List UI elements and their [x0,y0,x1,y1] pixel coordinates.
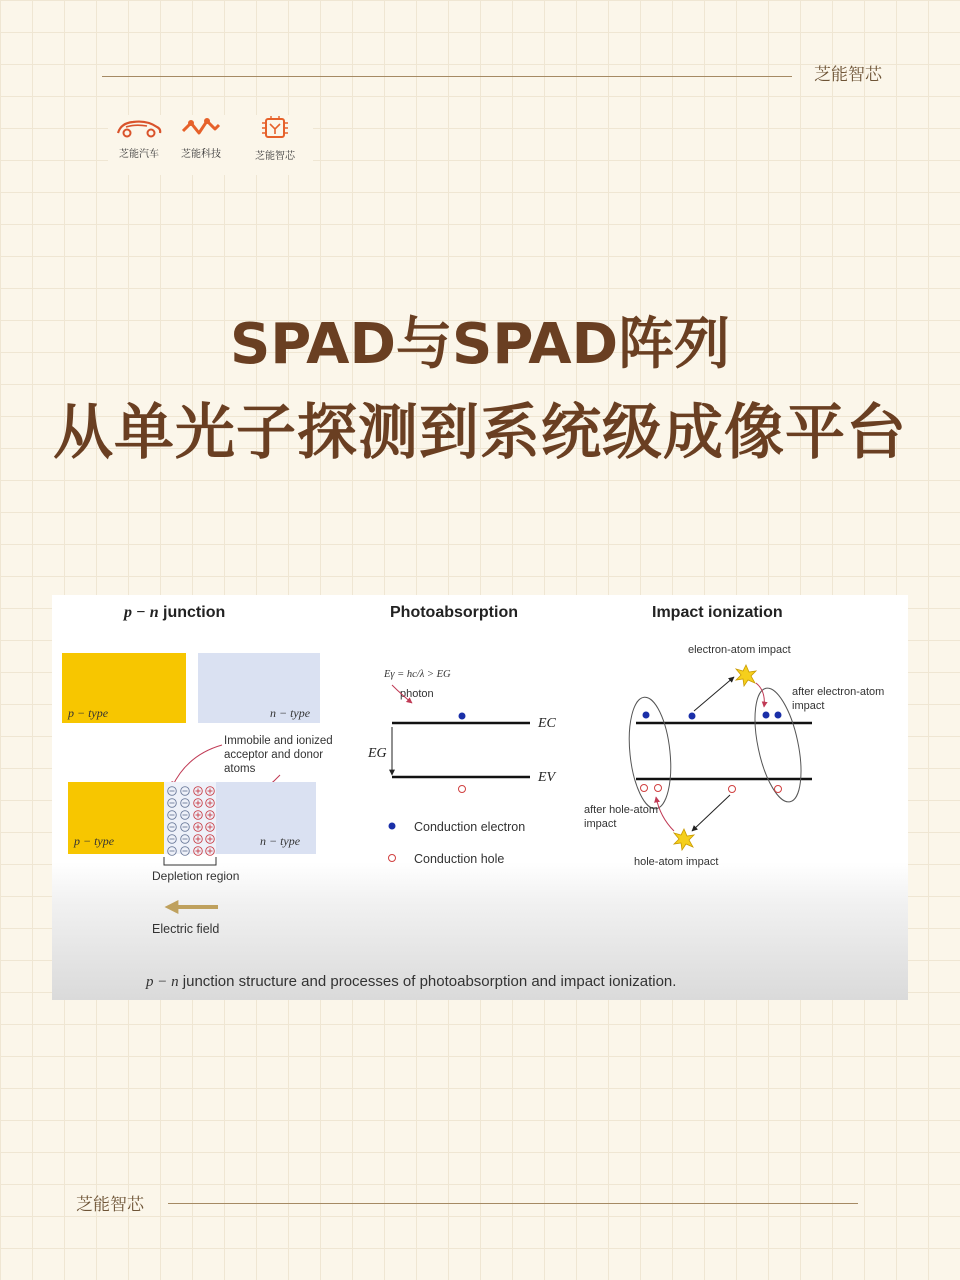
logo-tech [170,115,232,160]
header-brand: 芝能智芯 [814,65,882,85]
burst-to-electron-arrow [756,683,764,707]
logo-caption-tech: 芝能科技 [181,149,221,160]
after-electron-label-2: impact [792,700,825,712]
title-line-1: SPAD与SPAD阵列 [229,312,731,377]
ev-label: EV [538,770,556,785]
car-icon [113,115,165,139]
hole-to-burst-arrow [692,795,730,831]
hole-mid [729,786,736,793]
panel2-title: Photoabsorption [390,604,518,621]
legend-electron-label: Conduction electron [414,820,526,834]
logo-chip [244,115,306,162]
panel3-title: Impact ionization [652,604,783,621]
photon-label: photon [400,688,434,700]
hole-dot [459,786,466,793]
burst-to-hole-arrow [656,797,674,831]
footer-rule [168,1203,858,1204]
eg-label: EG [368,746,387,761]
figure-svg [52,595,908,1000]
after-electron-label-1: after electron-atom [792,686,885,698]
hole-left-2 [655,785,662,792]
p-type-label-top: p − type [68,706,109,720]
annotation-line-1: Immobile and ionized [224,735,333,747]
electron-right-2 [775,712,782,719]
logo-caption-chip: 芝能智芯 [255,151,295,162]
hole-right [775,786,782,793]
pn-junction-figure [52,595,908,1000]
electric-field-label: Electric field [152,922,220,936]
after-hole-label-2: impact [584,818,617,830]
logo-strip [108,115,313,175]
burst-icon-bottom [674,829,694,850]
legend-hole-icon [389,855,396,862]
n-type-label-bottom: n − type [260,834,301,848]
hole-atom-label: hole-atom impact [634,856,719,868]
burst-icon-top [736,665,756,686]
logo-caption-car: 芝能汽车 [119,149,159,160]
wave-icon [179,115,223,139]
left-ellipse [624,695,675,811]
header-rule [102,76,792,77]
n-type-label-top: n − type [270,706,311,720]
depletion-label: Depletion region [152,869,240,883]
logo-car [108,115,170,160]
electron-right-1 [763,712,770,719]
electron-left [643,712,650,719]
electron-to-burst-arrow [694,677,734,711]
electron-atom-label: electron-atom impact [688,644,791,656]
figure-caption: p − n junction structure and processes of photoabsorption and impact ionization. [146,973,677,990]
photon-formula: Eγ = hc/λ > EG [384,669,451,680]
annotation-arrow-left [172,745,222,787]
hole-left-1 [641,785,648,792]
electron-dot [459,713,466,720]
legend-electron-icon [389,823,396,830]
annotation-line-3: atoms [224,763,256,775]
legend-hole-label: Conduction hole [414,852,505,866]
after-hole-label-1: after hole-atom [584,804,658,816]
annotation-line-2: acceptor and donor [224,749,324,761]
depletion-brace [164,857,216,865]
footer-brand: 芝能智芯 [76,1195,144,1215]
title-line-2: 从单光子探测到系统级成像平台 [53,398,907,468]
chip-icon [260,115,290,141]
electron-mid [689,713,696,720]
ec-label: EC [538,716,556,731]
panel1-title: p − n junction [124,604,226,621]
p-type-label-bottom: p − type [74,834,115,848]
